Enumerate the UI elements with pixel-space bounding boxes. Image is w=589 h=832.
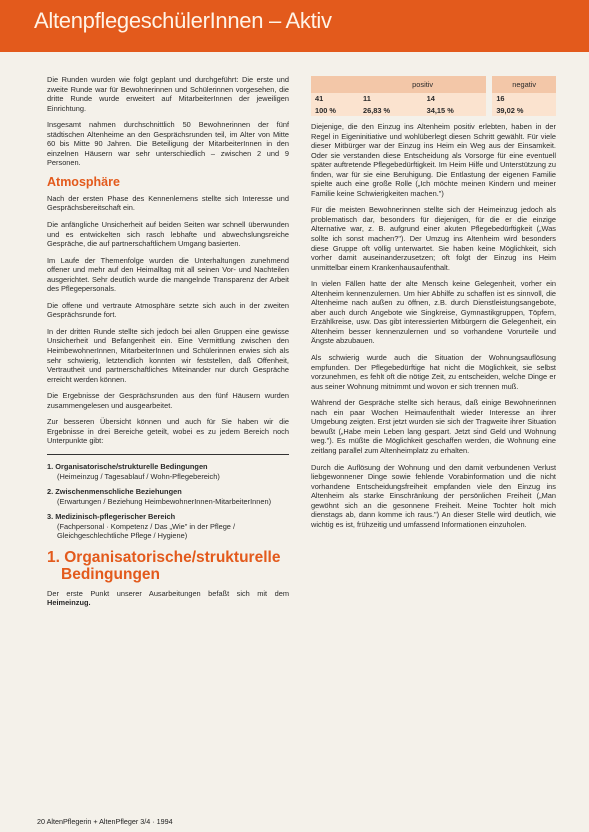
list-item-title: 3. Medizinisch-pflegerischer Bereich [47,512,176,522]
paragraph-text: Der erste Punkt unserer Ausarbeitungen befaßt sich mit dem [47,588,289,598]
stats-table [311,76,556,116]
divider [47,454,289,455]
section-heading-atmosphaere: Atmosphäre [47,174,120,189]
list-item-subtitle: (Fachpersonal · Kompetenz / Das „Wie" in der Pflege / Gleichgeschlechtliche Pflege / Hygiene) [57,521,236,541]
paragraph: Für die meisten Bewohnerinnen stellte sich der Heimeinzug jedoch als problematisch dar, besonders für diejenigen, für die er die einzige Alternative war, z. B. aufgrund einer akuten Pflegebedürftigkeit („Was sollte ich sonst machen?"). Der Umzug ins Altenheim wird besonders diese Gruppe oft völlig unterwartet. Sie haben keine Möglichkeit, sich vorher damit auseinanderzusetzen; oft folgt der Einzug ins Heim unmittelbar einem Krankenhausaufenthalt. [311,205,556,272]
paragraph-bold: Heimeinzug. [47,598,91,608]
paragraph: Durch die Auflösung der Wohnung und den damit verbundenen Verlust liebgewonnener Dinge sowie fehlende Vorabinformation und die nicht vorhandene Entscheidungsfreiheit empfanden viele den Einzug ins Altenheim als starke Einschränkung der persönlichen Freiheit („Man gewöhnt sich an die gesonnene Freiheit. Meine Tochter holt mich dienstags ab, dann komme ich raus.") An dieser Stelle wird deutlich, wie wichtig es ist, frühzeitig und umfassend Informationen einzuholen. [311,462,556,529]
table-cell: 41 [311,93,359,105]
table-cell: 26,83 % [359,105,423,117]
table-row [311,93,556,105]
table-cell: 14 [423,93,487,105]
list-item-subtitle: (Heimeinzug / Tagesablauf / Wohn-Pflegebereich) [57,471,220,481]
header-banner [0,0,589,52]
paragraph: Die Runden wurden wie folgt geplant und durchgeführt: Die erste und zweite Runde war für Bewohnerinnen und Schülerinnen vorgesehen, die dritte Runde wurde erweitert auf MitarbeiterInnen der jeweiligen Einrichtung. [47,75,289,113]
paragraph: Die Ergebnisse der Gesprächsrunden aus den fünf Häusern wurden zusammengelesen und ausgearbeitet. [47,391,289,410]
paragraph: Im Laufe der Themenfolge wurden die Unterhaltungen zunehmend offener und mehr auf den Heimalltag mit all seinen Vor- und Nachteilen ausgerichtet. Sehr deutlich wurde die mangelnde Transparenz der Arbeit des Pflegepersonals. [47,255,289,294]
paragraph: Nach der ersten Phase des Kennenlernens stellte sich Interesse und Gesprächsbereitschaft ein. [47,193,289,213]
table-header-positiv: positiv [359,76,486,93]
table-cell: 34,15 % [423,105,487,117]
list-item [47,487,289,506]
right-column [311,76,556,816]
page-title: AltenpflegeschülerInnen – Aktiv [34,8,332,33]
table-cell: 11 [359,93,423,105]
paragraph: Die anfängliche Unsicherheit auf beiden Seiten war schnell überwunden und es entwickelten sich rasch lebhafte und abwechslungsreiche Gespräche, die auf partnerschaftlichem Umgang basierten. [47,220,289,249]
paragraph: Während der Gespräche stellte sich heraus, daß einige Bewohnerinnen nach ein paar Wochen Heimaufenthalt wieder Interesse an ihrer Umgebung zeigten. Erst jetzt wurden sie sich der Tragweite ihrer Situation bewußt („Habe mein Leben lang gespart. Jetzt sind Geld und Wohnung weg."). Es müßte die Möglichkeit geschaffen werden, die Wohnung eine zeitlang parallel zum Altenheimplatz zu erhalten. [311,398,556,455]
paragraph: In vielen Fällen hatte der alte Mensch keine Gelegenheit, vorher ein Altenheim kennenzulernen. Um hier Abhilfe zu schaffen ist es sinnvoll, die Altenheime nach außen zu öffnen, z.B. durch Dienstleistungsangebote, aber auch durch Angebote wie Singkreise, Gymnastikgruppen, Töpfern, Erzählkreise, usw. Das gibt interessierten Mitbürgern die Gelegenheit, ein Altenheim besser kennenzulernen und so vorhandene Vorurteile und Ängste abzubauen. [311,279,556,346]
list-item [47,512,289,541]
paragraph: Als schwierig wurde auch die Situation der Wohnungsauflösung empfunden. Der Pflegebedürftige hat nicht die Möglichkeit, sie selbst vorzunehmen, es fehlt oft die nötige Zeit, zu entscheiden, welche Dinge er aus seiner Wohnung mitnimmt und wovon er sich trennen muß. [311,353,556,391]
left-column [47,75,289,815]
table-cell: 16 [492,93,556,105]
heading-line: 1. Organisatorische/strukturelle [47,548,281,566]
table-header-negativ: negativ [492,76,556,93]
paragraph: Zur besseren Übersicht können und auch für Sie haben wir die Ergebnisse in drei Bereiche geteilt, wobei es zu jedem Bereich noch Unterpunkte gibt: [47,417,289,446]
list-item-subtitle: (Erwartungen / Beziehung HeimbewohnerInnen-MitarbeiterInnen) [57,496,272,506]
paragraph: Diejenige, die den Einzug ins Altenheim positiv erlebten, haben in der Regel in Eigeninitiative und wohlüberlegt diesen Schritt gewählt. Für viele dieser Mitbürger war der Einzug ins Heim ein Weg aus der Einsamkeit. Oder sie verstanden diese Entscheidung als Vorsorge für eine eventuell später auftretende Pflegebedürftigkeit. Im Heim Hilfe und Unterstützung zu finden, war für sie eine Beruhigung. Die Entlastung der eigenen Familie spielte auch eine große Rolle („Ich möchte meinen Kindern und meiner Familie keine Schwierigkeiten machen.") [311,122,556,198]
paragraph: In der dritten Runde stellte sich jedoch bei allen Gruppen eine gewisse Unsicherheit und Befangenheit ein. Eine Vermittlung zwischen den HeimbewohnerInnen, MitarbeiterInnen und Schülerinnen erwies sich als sehr schwierig, letztendlich konnten wir feststellen, daß Offenheit, Vertrautheit und partnerschaftliches Miteinander nur durch Gespräche erreicht werden können. [47,326,289,384]
table-row [311,105,556,117]
list-item-title: 2. Zwischenmenschliche Beziehungen [47,487,182,497]
list-item [47,462,289,481]
section-heading-organisatorisch [47,549,289,583]
table-cell: 100 % [311,105,359,117]
list-item-title: 1. Organisatorische/strukturelle Bedingungen [47,461,208,471]
table-cell: 39,02 % [492,105,556,117]
page-footer: 20 AltenPflegerin + AltenPfleger 3/4 · 1994 [37,817,173,826]
heading-line: Bedingungen [61,565,161,583]
table-header-blank [311,76,359,93]
paragraph [47,589,289,608]
paragraph: Die offene und vertraute Atmosphäre setzte sich auch in der zweiten Gesprächsrunde fort. [47,300,289,320]
paragraph: Insgesamt nahmen durchschnittlich 50 Bewohnerinnen der fünf städtischen Altenheime an den Gesprächsrunden teil, im Alter von Mitte 60 bis Mitte 90 Jahren. Die Beteiligung der MitarbeiterInnen in den einzelnen Häusern war sehr unterschiedlich – zwischen 2 und 9 Personen. [47,120,289,168]
